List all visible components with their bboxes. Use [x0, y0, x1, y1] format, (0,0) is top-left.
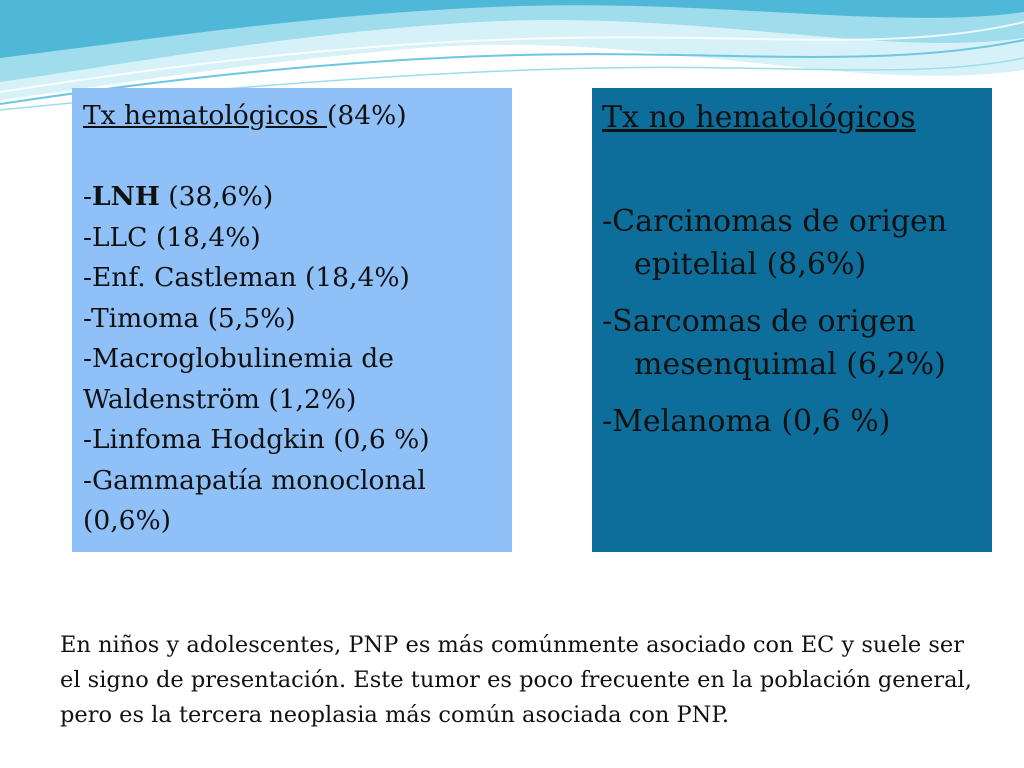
hematologic-tumors-box [72, 88, 512, 552]
list-item: -Linfoma Hodgkin (0,6 %) [83, 424, 430, 455]
left-box-title-percent: (84%) [327, 100, 407, 131]
list-item: -Gammapatía monoclonal [83, 464, 426, 496]
list-item: -Melanoma (0,6 %) [602, 404, 891, 439]
list-item: -Sarcomas de origen mesenquimal (6,2%) [602, 304, 946, 382]
list-item: -LNH (38,6%) [83, 181, 274, 212]
list-item: -Timoma (5,5%) [83, 302, 296, 334]
list-item: (0,6%) [83, 505, 172, 536]
list-item: Waldenström (1,2%) [83, 383, 357, 415]
spacer [83, 137, 502, 178]
list-item: -Macroglobulinemia de [83, 343, 394, 374]
left-box-title [83, 96, 502, 137]
caption-text: En niños y adolescentes, PNP es más comúnmente asociado con EC y suele ser el signo de presentación. Este tumor es poco frecuente en la población general, pero es la tercera neoplasia más común asociada con PNP. [60, 632, 972, 728]
list-item: -Enf. Castleman (18,4%) [83, 262, 410, 293]
non-hematologic-tumors-box [592, 88, 992, 552]
list-item: -Carcinomas de origen epitelial (8,6%) [602, 204, 948, 282]
left-box-title-underlined: Tx hematológicos [83, 100, 328, 131]
list-item: -LLC (18,4%) [83, 221, 261, 253]
right-box-title: Tx no hematológicos [602, 100, 916, 135]
